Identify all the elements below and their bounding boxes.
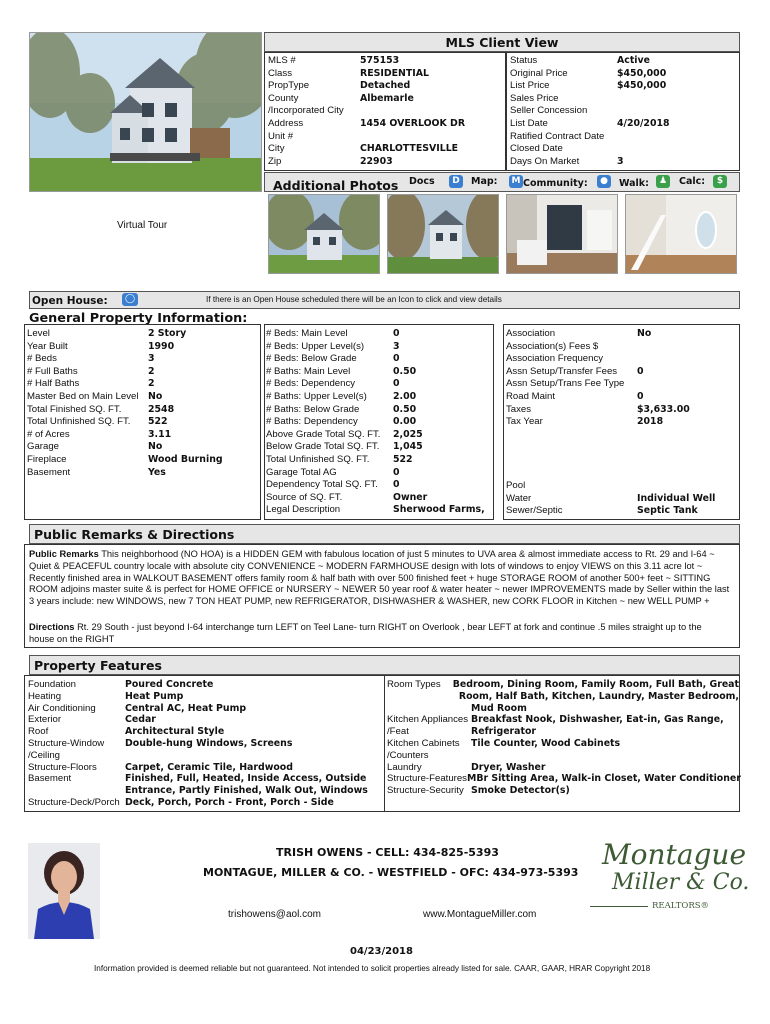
general-field-label: Source of SQ. FT. xyxy=(266,491,343,503)
features-right xyxy=(387,679,739,797)
general-col2-values xyxy=(393,328,485,517)
status-field-label: Days On Market xyxy=(510,155,580,167)
general-col3-values xyxy=(637,328,690,429)
general-field-value: Owner xyxy=(393,491,428,503)
feature-value: Smoke Detector(s) xyxy=(471,785,570,797)
general-field-label: Above Grade Total SQ. FT. xyxy=(266,428,381,440)
open-house-bar xyxy=(29,291,740,309)
feature-value: Dryer, Washer xyxy=(471,761,546,773)
thumbnail-photo-2[interactable] xyxy=(387,194,499,274)
general-field-label: Assn Setup/Transfer Fees xyxy=(506,365,618,377)
general-field-value: 0.50 xyxy=(393,403,417,415)
feature-row xyxy=(28,738,383,750)
agent-line2: MONTAGUE, MILLER & CO. - WESTFIELD - OFC: 434-973-5393 xyxy=(203,866,579,879)
feature-row xyxy=(387,726,739,738)
status-field-label: List Price xyxy=(510,80,550,92)
thumbnail-photo-1[interactable] xyxy=(268,194,380,274)
status-field-label: Closed Date xyxy=(510,143,563,155)
general-field-value: 2.00 xyxy=(393,390,417,402)
feature-value: Heat Pump xyxy=(125,690,184,702)
listing-field-label: /Incorporated City xyxy=(268,105,344,117)
thumbnail-photo-3[interactable] xyxy=(506,194,618,274)
directions xyxy=(29,622,739,646)
mls-title: MLS Client View xyxy=(445,35,559,50)
listing-field-value xyxy=(360,131,465,144)
feature-value: Finished, Full, Heated, Inside Access, Outside xyxy=(125,773,367,785)
status-field-label: Status xyxy=(510,55,538,66)
directions-label: Directions xyxy=(29,622,75,632)
feature-label: /Counters xyxy=(387,749,429,761)
docs-icon[interactable]: D xyxy=(449,175,463,188)
general-field-label: # Half Baths xyxy=(27,378,80,390)
feature-label: Exterior xyxy=(28,714,62,726)
general-field-label: Fireplace xyxy=(27,453,67,465)
status-field-value: $450,000 xyxy=(617,67,667,79)
general-field-value: 522 xyxy=(393,453,413,465)
public-remarks-text: Recently finished area in WALKOUT BASEMENT offers family room & half bath with over 500 finished feet + huge STORAGE ROOM of another 500+ feet ~ SITTING xyxy=(29,572,711,583)
open-house-icon[interactable]: ◯ xyxy=(122,293,138,306)
feature-label: Kitchen Cabinets xyxy=(387,737,460,749)
feature-label: Basement xyxy=(28,773,72,785)
general-col2-labels xyxy=(266,328,380,517)
general-col3b-values xyxy=(637,480,715,518)
general-field-value: 1990 xyxy=(148,340,175,352)
general-field-value: 0 xyxy=(393,378,400,390)
general-field-label: Tax Year xyxy=(506,416,543,428)
listing-field-label: Zip xyxy=(268,155,282,167)
status-field-value: 3 xyxy=(617,155,624,167)
public-remarks-line xyxy=(29,561,739,573)
community-label: Community: xyxy=(523,178,588,189)
feature-value: Entrance, Partly Finished, Walk Out, Windows xyxy=(125,785,368,797)
listing-field-label: County xyxy=(268,92,299,104)
directions-line xyxy=(29,622,739,634)
general-col3b-labels xyxy=(506,480,563,518)
general-field-label: Road Maint xyxy=(506,390,556,402)
feature-row xyxy=(28,797,383,809)
status-field-value xyxy=(617,143,670,156)
status-values xyxy=(617,55,670,168)
general-col1-values xyxy=(148,328,223,479)
feature-label: /Ceiling xyxy=(28,749,60,761)
thumbnail-photo-4[interactable] xyxy=(625,194,737,274)
mls-title-bar xyxy=(264,32,740,52)
listing-field-value: 575153 xyxy=(360,55,400,66)
features-title-bar xyxy=(29,655,740,675)
public-remarks-line xyxy=(29,573,739,585)
feature-value: Tile Counter, Wood Cabinets xyxy=(471,737,621,749)
general-field-label: # of Acres xyxy=(27,428,70,440)
feature-row xyxy=(387,679,739,691)
feature-label: Foundation xyxy=(28,679,77,690)
general-field-label: # Baths: Dependency xyxy=(266,416,358,428)
general-field-label: Legal Description xyxy=(266,504,341,516)
feature-row xyxy=(28,679,383,691)
status-field-value: Active xyxy=(617,55,650,66)
general-field-value: 0 xyxy=(637,390,644,402)
listing-field-value: Albemarle xyxy=(360,92,414,104)
listing-field-label: MLS # xyxy=(268,55,296,66)
general-field-value: 1,045 xyxy=(393,441,423,453)
feature-row xyxy=(28,785,383,797)
feature-label: Roof xyxy=(28,726,49,738)
agent-website-link[interactable]: www.MontagueMiller.com xyxy=(423,909,537,920)
general-field-value: $3,633.00 xyxy=(637,403,690,415)
agent-email-link[interactable]: trishowens@aol.com xyxy=(228,909,321,920)
general-field-label: Master Bed on Main Level xyxy=(27,390,139,402)
listing-field-value: 22903 xyxy=(360,155,393,167)
feature-value: Deck, Porch, Porch - Front, Porch - Side xyxy=(125,796,334,808)
feature-value: Cedar xyxy=(125,714,156,726)
feature-value: Refrigerator xyxy=(471,726,537,738)
remarks-lines xyxy=(29,549,739,608)
listing-field-value: 1454 OVERLOOK DR xyxy=(360,117,466,129)
general-field-value: 2 xyxy=(148,378,155,390)
general-field-label: Association Frequency xyxy=(506,353,604,365)
public-remarks xyxy=(29,549,739,608)
general-field-label: # Baths: Below Grade xyxy=(266,403,360,415)
footer-date: 04/23/2018 xyxy=(350,946,413,957)
general-info-title: General Property Information: xyxy=(29,311,248,326)
public-remarks-line xyxy=(29,596,739,608)
feature-label xyxy=(387,703,471,715)
feature-label: Structure-Window xyxy=(28,737,105,749)
status-field-label: List Date xyxy=(510,117,548,129)
general-field-label: Year Built xyxy=(27,340,68,352)
general-field-label: Pool xyxy=(506,480,526,491)
feature-label xyxy=(387,691,459,703)
status-field-label: Seller Concession xyxy=(510,105,588,117)
status-field-value xyxy=(617,105,670,118)
public-remarks-line xyxy=(29,584,739,596)
feature-value: Poured Concrete xyxy=(125,679,214,690)
general-field-value: Individual Well xyxy=(637,492,716,504)
feature-label xyxy=(28,785,125,797)
general-field-label: # Baths: Main Level xyxy=(266,365,351,377)
directions-line xyxy=(29,634,739,646)
directions-text: Rt. 29 South - just beyond I-64 interchange turn LEFT on Teel Lane- turn RIGHT on Overlook , bear LEFT at fork and continue .5 miles straight up to the xyxy=(77,622,702,632)
general-field-label: Sewer/Septic xyxy=(506,505,563,517)
general-field-label: Garage xyxy=(27,441,59,453)
general-field-value: 0.00 xyxy=(393,416,417,428)
feature-label: Heating xyxy=(28,690,62,702)
public-remarks-label: Public Remarks xyxy=(29,549,99,559)
remarks-title: Public Remarks & Directions xyxy=(34,527,235,542)
open-house-note: If there is an Open House scheduled there will be an Icon to click and view details xyxy=(206,295,502,304)
feature-label: Structure-Features xyxy=(387,773,467,785)
logo-rule xyxy=(590,906,648,907)
general-field-label: Total Unfinished SQ. FT. xyxy=(27,416,131,428)
general-field-label: Taxes xyxy=(506,403,532,415)
general-field-label: # Baths: Upper Level(s) xyxy=(266,390,367,402)
house-photo-image xyxy=(30,33,262,192)
general-field-label: Total Finished SQ. FT. xyxy=(27,403,122,415)
remarks-title-bar xyxy=(29,524,740,544)
general-field-value: Septic Tank xyxy=(637,505,698,517)
feature-row xyxy=(28,691,383,703)
thumbnail-3-image xyxy=(507,195,618,274)
general-field-value: 522 xyxy=(148,416,168,428)
public-remarks-text: Quiet & PEACEFUL country locale with absolute city CONVENIENCE ~ MODERN FARMHOUSE design with lots of windows to enjoy VIEWS on this 3.11 acre lot ~ xyxy=(29,560,703,571)
general-field-label: Below Grade Total SQ. FT. xyxy=(266,441,380,453)
general-field-value: No xyxy=(637,328,652,339)
feature-row xyxy=(387,773,739,785)
general-field-value xyxy=(637,378,690,391)
general-field-label: Total Unfinished SQ. FT. xyxy=(266,453,370,465)
feature-value: Central AC, Heat Pump xyxy=(125,702,247,714)
general-field-label: # Beds: Upper Level(s) xyxy=(266,340,365,352)
general-field-value: 0 xyxy=(393,353,400,365)
additional-photos-bar xyxy=(264,172,740,192)
general-field-label: Basement xyxy=(27,466,71,478)
montague-miller-logo xyxy=(588,838,750,920)
listing-field-value: CHARLOTTESVILLE xyxy=(360,143,459,155)
community-icon[interactable]: ● xyxy=(597,175,611,188)
public-remarks-line xyxy=(29,549,739,561)
listing-field-label: Class xyxy=(268,67,292,79)
listing-values xyxy=(360,55,465,168)
feature-row xyxy=(387,762,739,774)
general-field-value xyxy=(637,341,690,354)
status-field-label: Ratified Contract Date xyxy=(510,130,605,142)
feature-label: Room Types xyxy=(387,679,441,690)
listing-field-value xyxy=(360,105,465,118)
general-field-value: No xyxy=(148,390,163,402)
general-field-label: Association xyxy=(506,328,556,339)
feature-row xyxy=(28,750,383,762)
general-field-label: Dependency Total SQ. FT. xyxy=(266,479,378,491)
feature-label: Air Conditioning xyxy=(28,702,96,714)
walk-icon[interactable]: ♟ xyxy=(656,175,670,188)
status-labels xyxy=(510,55,604,168)
feature-row xyxy=(387,785,739,797)
public-remarks-text: ROOM adjoins master suite & is perfect for HOME OFFICE or NURSERY ~ NEWER 50 year roof & water heater ~ newer IMPROVEMENTS made by Seller within the last xyxy=(29,584,730,595)
general-field-value: 3.11 xyxy=(148,428,172,440)
walk-label: Walk: xyxy=(619,178,649,189)
status-field-value xyxy=(617,93,670,106)
feature-label: Structure-Deck/Porch xyxy=(28,796,120,808)
general-field-value: 2 Story xyxy=(148,328,187,339)
feature-row xyxy=(28,762,383,774)
general-field-value: 3 xyxy=(148,353,155,365)
general-field-label: Level xyxy=(27,328,50,339)
feature-label: Structure-Security xyxy=(387,785,464,797)
feature-row xyxy=(387,703,739,715)
features-title: Property Features xyxy=(34,658,162,673)
general-field-label: # Beds: Main Level xyxy=(266,328,348,339)
calc-label: Calc: xyxy=(679,176,706,187)
general-field-label: # Beds: Dependency xyxy=(266,378,356,390)
status-field-label: Original Price xyxy=(510,67,568,79)
general-field-value: 3 xyxy=(393,340,400,352)
general-field-label: # Beds: Below Grade xyxy=(266,353,357,365)
open-house-label: Open House: xyxy=(32,295,108,307)
listing-field-label: Address xyxy=(268,117,304,129)
features-left xyxy=(28,679,383,809)
general-field-value: 0.50 xyxy=(393,365,417,377)
feature-value: Bedroom, Dining Room, Family Room, Full Bath, Great xyxy=(452,679,739,690)
general-field-value: 2,025 xyxy=(393,428,423,440)
general-col3-labels xyxy=(506,328,624,429)
feature-value: Breakfast Nook, Dishwasher, Eat-in, Gas Range, xyxy=(471,714,724,726)
listing-field-label: PropType xyxy=(268,80,310,92)
feature-row xyxy=(387,750,739,762)
general-field-value: 2548 xyxy=(148,403,175,415)
status-field-label: Sales Price xyxy=(510,92,559,104)
map-icon[interactable]: M xyxy=(509,175,523,188)
general-field-value: Sherwood Farms, xyxy=(393,504,485,516)
feature-label: Structure-Floors xyxy=(28,761,97,773)
general-field-label: Association(s) Fees $ xyxy=(506,340,599,352)
general-field-label: Garage Total AG xyxy=(266,466,337,478)
general-field-value xyxy=(637,480,715,493)
listing-labels xyxy=(268,55,344,168)
logo-line1: Montague xyxy=(602,838,747,871)
footer-disclaimer: Information provided is deemed reliable but not guaranteed. Not intended to solicit properties already listed for sale. CAAR, GAAR, HRAR Copyright 2018 xyxy=(94,964,651,973)
general-field-value: 0 xyxy=(393,328,400,339)
feature-value: Double-hung Windows, Screens xyxy=(125,737,293,749)
feature-row xyxy=(28,703,383,715)
listing-field-value: RESIDENTIAL xyxy=(360,67,430,79)
agent-line1: TRISH OWENS - CELL: 434-825-5393 xyxy=(276,846,499,859)
feature-row xyxy=(28,714,383,726)
feature-value: Architectural Style xyxy=(125,726,225,738)
feature-label: Kitchen Appliances xyxy=(387,714,469,726)
general-field-value: 0 xyxy=(393,479,400,491)
feature-value: MBr Sitting Area, Walk-in Closet, Water Conditioner xyxy=(466,773,741,785)
general-field-value: 0 xyxy=(637,365,644,377)
feature-row xyxy=(28,726,383,738)
listing-field-label: Unit # xyxy=(268,130,294,142)
feature-value: Carpet, Ceramic Tile, Hardwood xyxy=(125,761,293,773)
directions-lines xyxy=(29,622,739,646)
general-field-value xyxy=(637,353,690,366)
general-field-value: 0 xyxy=(393,466,400,478)
feature-row xyxy=(387,738,739,750)
thumbnail-1-image xyxy=(269,195,380,274)
public-remarks-text: 3 years include: new WINDOWS, new 7 TON HEAT PUMP, new REFRIGERATOR, DISHWASHER & WASHER, new CORK FLOOR in Kitchen ~ new WELL PUMP + xyxy=(29,596,710,607)
general-col1-labels xyxy=(27,328,138,479)
feature-label: /Feat xyxy=(387,726,409,738)
thumbnail-2-image xyxy=(388,195,499,274)
agent-portrait-image xyxy=(28,843,100,939)
feature-row xyxy=(387,714,739,726)
status-field-value: $450,000 xyxy=(617,80,667,92)
map-label: Map: xyxy=(471,176,498,187)
logo-line2: Miller & Co. xyxy=(612,870,750,895)
agent-photo xyxy=(28,843,100,939)
general-field-value: 2 xyxy=(148,365,155,377)
feature-value: Mud Room xyxy=(471,702,527,714)
general-field-label: Water xyxy=(506,492,532,504)
feature-label: Laundry xyxy=(387,761,422,773)
listing-field-value: Detached xyxy=(360,80,411,92)
feature-value: Room, Half Bath, Kitchen, Laundry, Master Bedroom, xyxy=(458,690,739,702)
general-field-value: 2018 xyxy=(637,416,664,428)
calc-icon[interactable]: $ xyxy=(713,175,727,188)
general-field-value: Wood Burning xyxy=(148,453,223,465)
thumbnail-4-image xyxy=(626,195,737,274)
general-field-label: # Beds xyxy=(27,353,57,365)
logo-line3: REALTORS® xyxy=(652,901,710,911)
status-field-value: 4/20/2018 xyxy=(617,117,670,129)
virtual-tour-link[interactable]: Virtual Tour xyxy=(117,220,168,231)
main-house-photo[interactable] xyxy=(29,32,262,192)
general-field-label: Assn Setup/Trans Fee Type xyxy=(506,378,625,390)
docs-label: Docs xyxy=(409,176,435,187)
public-remarks-text: This neighborhood (NO HOA) is a HIDDEN GEM with fabulous location of just 5 minutes to UVA area & almost immediate access to Rt. 29 and I-64 ~ xyxy=(101,549,715,559)
feature-row xyxy=(28,773,383,785)
general-field-value: No xyxy=(148,441,163,453)
directions-text: house on the RIGHT xyxy=(29,633,115,644)
feature-row xyxy=(387,691,739,703)
general-field-label: # Full Baths xyxy=(27,365,78,377)
additional-photos-title: Additional Photos xyxy=(273,178,399,193)
status-field-value xyxy=(617,131,670,144)
general-field-value: Yes xyxy=(148,466,166,478)
listing-field-label: City xyxy=(268,143,285,155)
